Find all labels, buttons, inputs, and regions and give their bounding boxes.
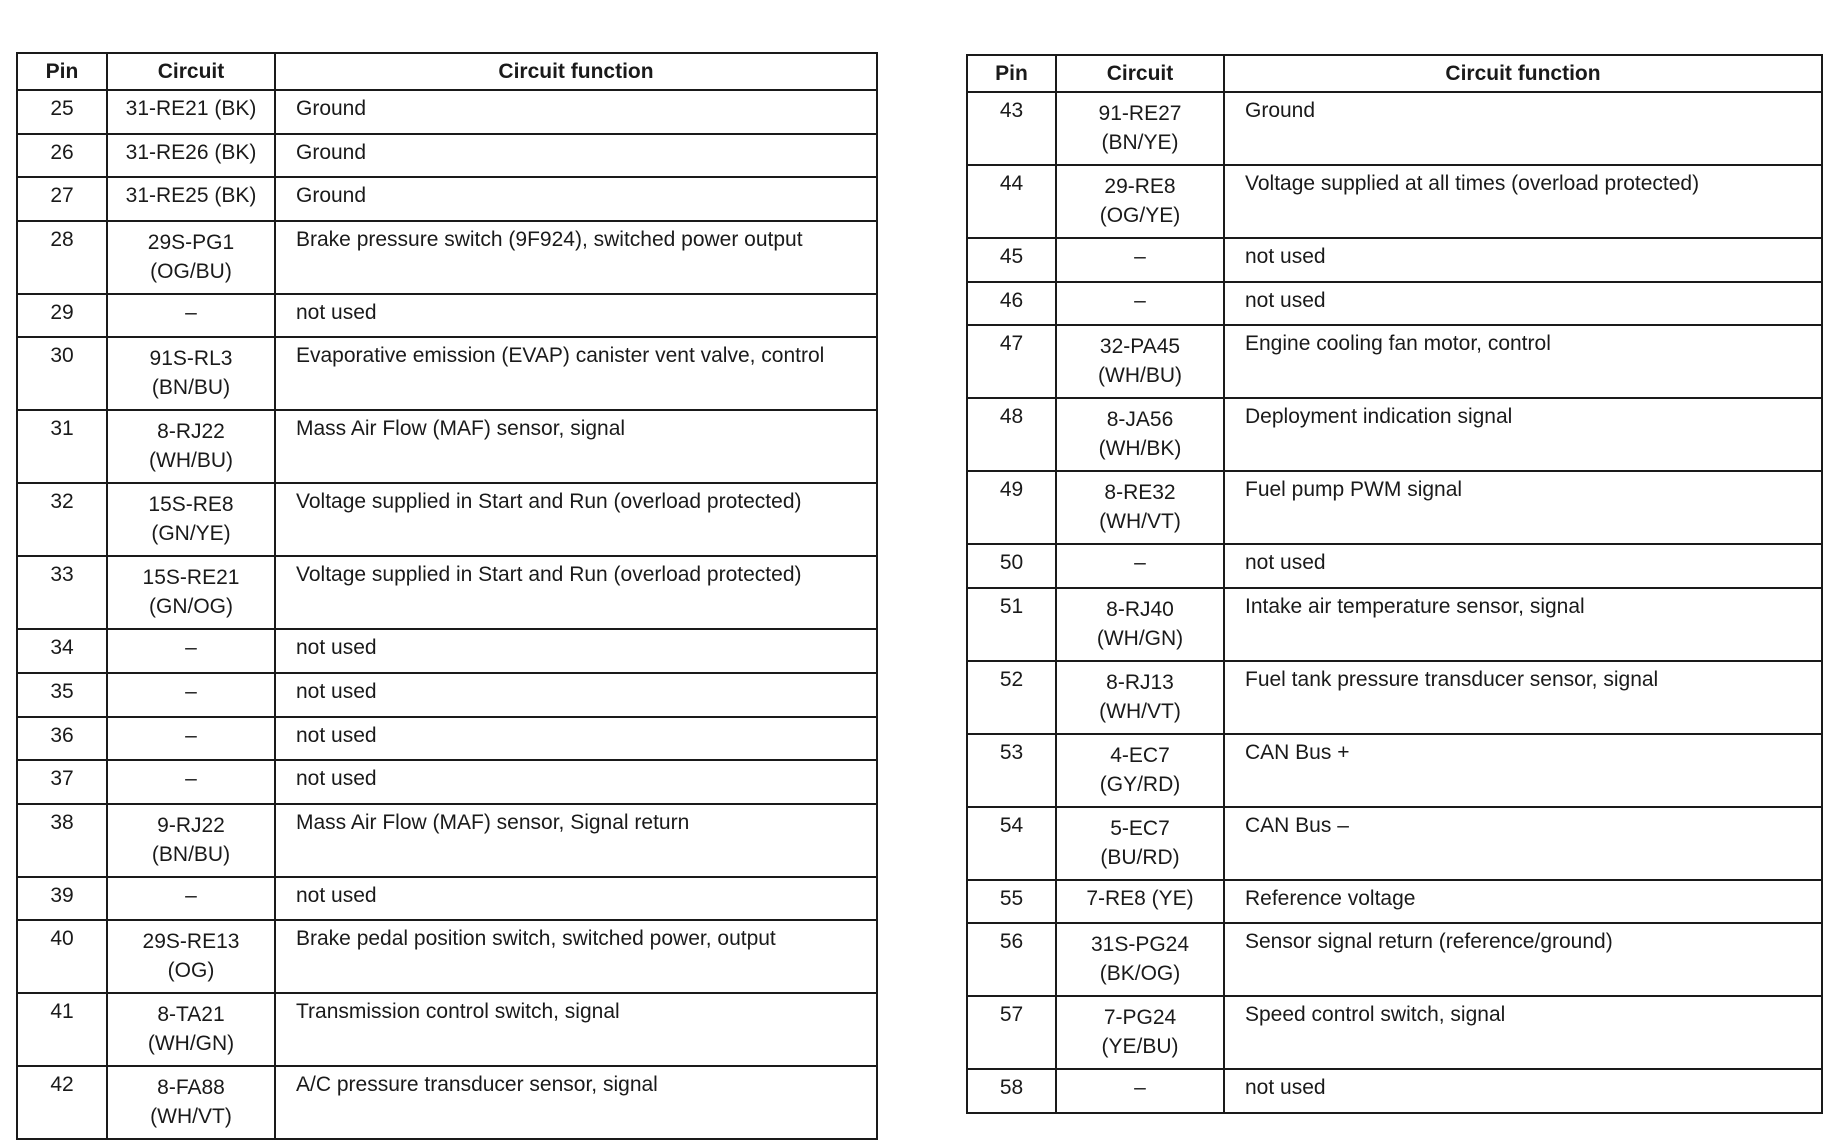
wire-color: (GN/OG): [149, 595, 233, 619]
circuit-function: not used: [1224, 1069, 1822, 1113]
circuit-id: –: [185, 636, 197, 660]
circuit-function: Ground: [275, 134, 877, 178]
circuit-code: [107, 717, 275, 761]
header-circuit-function: Circuit function: [275, 53, 877, 90]
pin-number: 58: [967, 1069, 1056, 1113]
wire-color: (BN/BU): [151, 376, 231, 400]
pin-number: 27: [17, 177, 107, 221]
table-row: [967, 996, 1822, 1069]
circuit-function: Mass Air Flow (MAF) sensor, Signal return: [275, 804, 877, 877]
pin-number: 26: [17, 134, 107, 178]
circuit-id: 29S-RE13: [142, 930, 240, 954]
circuit-id: 5-EC7: [1110, 816, 1170, 840]
circuit-code: [1056, 588, 1224, 661]
table-row: [17, 483, 877, 556]
wire-color: (WH/VT): [150, 1105, 232, 1129]
table-row: [967, 1069, 1822, 1113]
circuit-id: 91-RE27: [1098, 102, 1182, 125]
circuit-code: [1056, 661, 1224, 734]
circuit-id: 9-RJ22: [157, 813, 225, 837]
header-circuit: Circuit: [1056, 55, 1224, 92]
table-row: [17, 760, 877, 804]
circuit-code: [107, 410, 275, 483]
circuit-code: [1056, 165, 1224, 238]
circuit-code: [1056, 238, 1224, 282]
circuit-function: Fuel pump PWM signal: [1224, 471, 1822, 544]
pin-number: 30: [17, 337, 107, 410]
pin-number: 48: [967, 398, 1056, 471]
circuit-id: 15S-RE21: [142, 566, 240, 590]
header-pin: Pin: [17, 53, 107, 90]
circuit-function: not used: [275, 629, 877, 673]
circuit-function: not used: [1224, 238, 1822, 282]
table-row: [967, 471, 1822, 544]
table-row: [967, 165, 1822, 238]
table-row: [17, 337, 877, 410]
table-row: [17, 134, 877, 178]
table-row: [17, 629, 877, 673]
pin-number: 46: [967, 282, 1056, 326]
circuit-id: 8-RJ22: [157, 420, 225, 444]
pin-number: 33: [17, 556, 107, 629]
table-body-right: [967, 92, 1822, 1113]
pin-number: 37: [17, 760, 107, 804]
table-header-row: [17, 53, 877, 90]
table-body-left: [17, 90, 877, 1139]
circuit-function: Mass Air Flow (MAF) sensor, signal: [275, 410, 877, 483]
circuit-id: 7-RE8 (YE): [1086, 886, 1194, 910]
circuit-code: [1056, 398, 1224, 471]
circuit-function: Ground: [275, 90, 877, 134]
wire-color: (WH/VT): [1099, 699, 1181, 723]
table-row: [967, 734, 1822, 807]
circuit-function: Reference voltage: [1224, 880, 1822, 924]
table-row: [17, 221, 877, 294]
circuit-code: [1056, 1069, 1224, 1113]
circuit-id: 8-TA21: [157, 1003, 225, 1027]
pin-number: 28: [17, 221, 107, 294]
circuit-code: [1056, 996, 1224, 1069]
circuit-function: Speed control switch, signal: [1224, 996, 1822, 1069]
wire-color: (BU/RD): [1100, 845, 1180, 869]
wire-color: (YE/BU): [1101, 1035, 1179, 1059]
circuit-id: –: [1134, 245, 1146, 268]
circuit-id: 4-EC7: [1110, 743, 1170, 767]
circuit-code: [107, 483, 275, 556]
pin-number: 35: [17, 673, 107, 717]
pin-number: 49: [967, 471, 1056, 544]
pin-number: 40: [17, 920, 107, 993]
circuit-code: [107, 556, 275, 629]
pin-number: 45: [967, 238, 1056, 282]
table-row: [967, 588, 1822, 661]
wire-color: (WH/GN): [1096, 626, 1184, 650]
table-row: [17, 804, 877, 877]
circuit-function: Transmission control switch, signal: [275, 993, 877, 1066]
table-row: [967, 92, 1822, 165]
pin-number: 56: [967, 923, 1056, 996]
circuit-id: 8-FA88: [157, 1076, 225, 1100]
table-row: [17, 410, 877, 483]
circuit-id: 15S-RE8: [148, 493, 234, 517]
circuit-id: 29S-PG1: [147, 230, 235, 254]
table-row: [17, 920, 877, 993]
pin-number: 44: [967, 165, 1056, 238]
table-row: [967, 923, 1822, 996]
wire-color: (OG/YE): [1099, 204, 1181, 227]
circuit-code: [107, 920, 275, 993]
circuit-function: Sensor signal return (reference/ground): [1224, 923, 1822, 996]
circuit-code: [1056, 923, 1224, 996]
circuit-function: Brake pressure switch (9F924), switched power output: [275, 221, 877, 294]
pin-number: 43: [967, 92, 1056, 165]
circuit-id: –: [185, 679, 197, 703]
circuit-id: 8-RJ13: [1106, 670, 1174, 694]
circuit-id: –: [1134, 1076, 1146, 1100]
wire-color: (GN/YE): [151, 522, 231, 546]
circuit-function: Fuel tank pressure transducer sensor, signal: [1224, 661, 1822, 734]
circuit-id: 31-RE26 (BK): [125, 140, 257, 164]
circuit-function: not used: [275, 294, 877, 338]
circuit-code: [107, 877, 275, 921]
circuit-code: [107, 760, 275, 804]
wire-color: (WH/BU): [1098, 364, 1182, 388]
circuit-function: Engine cooling fan motor, control: [1224, 325, 1822, 398]
pin-number: 50: [967, 544, 1056, 588]
table-row: [17, 877, 877, 921]
table-row: [17, 294, 877, 338]
circuit-id: 8-RE32: [1104, 481, 1176, 505]
circuit-function: Evaporative emission (EVAP) canister vent valve, control: [275, 337, 877, 410]
circuit-code: [1056, 544, 1224, 588]
table-row: [967, 544, 1822, 588]
pin-table-left: [16, 52, 878, 1140]
wire-color: (BN/YE): [1101, 131, 1179, 154]
table-row: [967, 398, 1822, 471]
table-row: [17, 717, 877, 761]
pin-number: 41: [17, 993, 107, 1066]
pin-number: 54: [967, 807, 1056, 880]
circuit-function: not used: [275, 760, 877, 804]
circuit-code: [1056, 92, 1224, 165]
circuit-id: 8-RJ40: [1106, 597, 1174, 621]
circuit-id: 31-RE25 (BK): [125, 184, 257, 208]
pin-number: 51: [967, 588, 1056, 661]
circuit-id: 32-PA45: [1099, 335, 1181, 359]
circuit-code: [107, 993, 275, 1066]
pin-number: 31: [17, 410, 107, 483]
circuit-function: Ground: [275, 177, 877, 221]
header-pin: Pin: [967, 55, 1056, 92]
circuit-function: Voltage supplied in Start and Run (overload protected): [275, 556, 877, 629]
circuit-code: [1056, 325, 1224, 398]
table-row: [17, 556, 877, 629]
circuit-function: not used: [1224, 282, 1822, 326]
pin-number: 34: [17, 629, 107, 673]
pin-number: 32: [17, 483, 107, 556]
table-row: [17, 90, 877, 134]
pin-number: 47: [967, 325, 1056, 398]
pin-number: 29: [17, 294, 107, 338]
circuit-id: –: [1134, 551, 1146, 575]
wire-color: (OG): [167, 959, 215, 983]
circuit-function: not used: [275, 877, 877, 921]
pin-number: 39: [17, 877, 107, 921]
circuit-id: –: [185, 883, 197, 907]
wire-color: (BN/BU): [151, 842, 231, 866]
circuit-function: Brake pedal position switch, switched power, output: [275, 920, 877, 993]
circuit-id: –: [185, 300, 197, 324]
circuit-code: [107, 221, 275, 294]
wire-color: (WH/GN): [147, 1032, 235, 1056]
header-circuit-function: Circuit function: [1224, 55, 1822, 92]
circuit-code: [107, 804, 275, 877]
wire-color: (OG/BU): [150, 259, 232, 283]
table-row: [967, 807, 1822, 880]
circuit-id: –: [1134, 288, 1146, 312]
circuit-function: Voltage supplied in Start and Run (overload protected): [275, 483, 877, 556]
circuit-function: Intake air temperature sensor, signal: [1224, 588, 1822, 661]
table-row: [17, 993, 877, 1066]
circuit-function: A/C pressure transducer sensor, signal: [275, 1066, 877, 1139]
pin-number: 52: [967, 661, 1056, 734]
circuit-function: not used: [1224, 544, 1822, 588]
pin-number: 38: [17, 804, 107, 877]
table-row: [967, 325, 1822, 398]
table-row: [967, 282, 1822, 326]
wire-color: (WH/BK): [1098, 437, 1182, 461]
circuit-function: Ground: [1224, 92, 1822, 165]
wire-color: (GY/RD): [1099, 772, 1181, 796]
wire-color: (BK/OG): [1099, 962, 1181, 986]
circuit-code: [107, 294, 275, 338]
pin-number: 42: [17, 1066, 107, 1139]
circuit-id: –: [185, 767, 197, 791]
table-row: [967, 661, 1822, 734]
circuit-function: CAN Bus –: [1224, 807, 1822, 880]
table-row: [17, 673, 877, 717]
circuit-code: [1056, 880, 1224, 924]
circuit-code: [1056, 471, 1224, 544]
circuit-code: [1056, 734, 1224, 807]
table-row: [17, 1066, 877, 1139]
circuit-id: 91S-RL3: [149, 347, 233, 371]
circuit-code: [107, 673, 275, 717]
circuit-code: [1056, 282, 1224, 326]
header-circuit: Circuit: [107, 53, 275, 90]
pin-number: 55: [967, 880, 1056, 924]
circuit-code: [107, 629, 275, 673]
circuit-code: [107, 1066, 275, 1139]
wire-color: (WH/BU): [149, 449, 233, 473]
circuit-id: 29-RE8: [1104, 175, 1176, 198]
circuit-code: [107, 177, 275, 221]
circuit-id: 8-JA56: [1106, 408, 1174, 432]
pin-number: 36: [17, 717, 107, 761]
circuit-code: [1056, 807, 1224, 880]
circuit-id: 7-PG24: [1103, 1006, 1177, 1030]
table-row: [967, 880, 1822, 924]
table-header-row: [967, 55, 1822, 92]
circuit-code: [107, 134, 275, 178]
circuit-code: [107, 90, 275, 134]
table-row: [967, 238, 1822, 282]
circuit-function: not used: [275, 673, 877, 717]
circuit-id: –: [185, 723, 197, 747]
table-row: [17, 177, 877, 221]
circuit-function: not used: [275, 717, 877, 761]
pin-number: 25: [17, 90, 107, 134]
circuit-function: Deployment indication signal: [1224, 398, 1822, 471]
pin-table-right: [966, 54, 1823, 1114]
wire-color: (WH/VT): [1099, 510, 1181, 534]
pin-number: 53: [967, 734, 1056, 807]
circuit-id: 31-RE21 (BK): [125, 97, 257, 120]
pin-number: 57: [967, 996, 1056, 1069]
circuit-id: 31S-PG24: [1090, 933, 1190, 957]
circuit-function: Voltage supplied at all times (overload protected): [1224, 165, 1822, 238]
circuit-function: CAN Bus +: [1224, 734, 1822, 807]
circuit-code: [107, 337, 275, 410]
